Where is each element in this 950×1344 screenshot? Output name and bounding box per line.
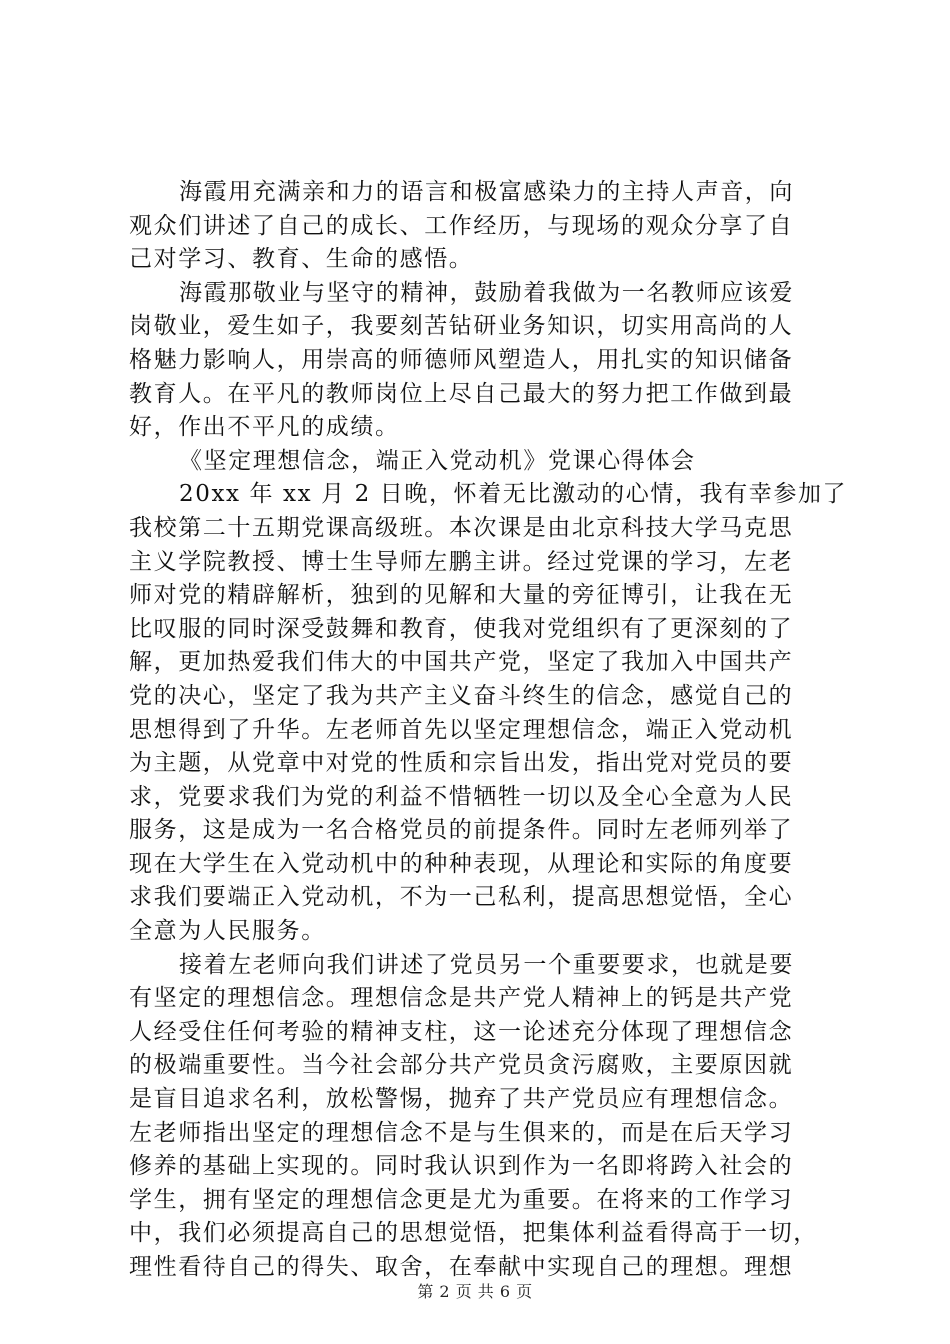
text-line: 海霞用充满亲和力的语言和极富感染力的主持人声音，向 [179, 179, 794, 205]
text-line: 修养的基础上实现的。同时我认识到作为一名即将跨入社会的 [129, 1153, 794, 1180]
paragraph [129, 478, 848, 948]
text-line: 有坚定的理想信念。理想信念是共产党人精神上的钙是共产党 [129, 985, 794, 1012]
text-line: 人经受住任何考验的精神支柱，这一论述充分体现了理想信念 [129, 1018, 794, 1045]
text-line: 的极端重要性。当今社会部分共产党员贪污腐败，主要原因就 [129, 1052, 794, 1079]
text-line: 求我们要端正入党动机，不为一己私利，提高思想觉悟，全心 [129, 884, 794, 911]
text-line: 是盲目追求名利，放松警惕，抛弃了共产党员应有理想信念。 [129, 1086, 794, 1113]
text-line: 理性看待自己的得失、取舍，在奉献中实现自己的理想。理想 [129, 1254, 794, 1280]
text-line: 接着左老师向我们讲述了党员另一个重要要求，也就是要 [179, 951, 794, 978]
text-line: 解，更加热爱我们伟大的中国共产党，坚定了我加入中国共产 [129, 649, 794, 676]
text-line: 为主题，从党章中对党的性质和宗旨出发，指出党对党员的要 [129, 750, 794, 777]
text-line: 岗敬业，爱生如子，我要刻苦钻研业务知识，切实用高尚的人 [129, 313, 794, 340]
document-body [129, 176, 848, 1285]
text-line: 求，党要求我们为党的利益不惜牺牲一切以及全心全意为人民 [129, 783, 794, 810]
text-line: 全意为人民服务。 [129, 918, 326, 945]
section-title: 《坚定理想信念，端正入党动机》党课心得体会 [179, 447, 696, 474]
text-line: 现在大学生在入党动机中的种种表现，从理论和实际的角度要 [129, 850, 794, 877]
text-line: 比叹服的同时深受鼓舞和教育，使我对党组织有了更深刻的了 [129, 615, 794, 642]
page-footer: 第 2 页 共 6 页 [417, 1282, 533, 1301]
text-line: 好，作出不平凡的成绩。 [129, 414, 400, 441]
text-line: 观众们讲述了自己的成长、工作经历，与现场的观众分享了自 [129, 212, 794, 239]
text-line: 思想得到了升华。左老师首先以坚定理想信念，端正入党动机 [129, 716, 794, 743]
text-line: 左老师指出坚定的理想信念不是与生俱来的，而是在后天学习 [129, 1119, 794, 1146]
text-line: 我校第二十五期党课高级班。本次课是由北京科技大学马克思 [129, 514, 794, 541]
paragraph [129, 176, 829, 277]
text-line: 海霞那敬业与坚守的精神，鼓励着我做为一名教师应该爱 [179, 279, 794, 306]
text-line: 己对学习、教育、生命的感悟。 [129, 246, 474, 273]
paragraph [129, 949, 829, 1285]
text-line: 服务，这是成为一名合格党员的前提条件。同时左老师列举了 [129, 817, 794, 844]
text-line: 中，我们必须提高自己的思想觉悟，把集体利益看得高于一切， [129, 1220, 818, 1247]
text-line: 20xx 年 xx 月 2 日晚，怀着无比激动的心情，我有幸参加了 [179, 481, 848, 508]
text-line: 主义学院教授、博士生导师左鹏主讲。经过党课的学习，左老 [129, 548, 794, 575]
text-line: 教育人。在平凡的教师岗位上尽自己最大的努力把工作做到最 [129, 380, 794, 407]
text-line: 格魅力影响人，用崇高的师德师风塑造人，用扎实的知识储备 [129, 346, 794, 373]
text-line: 党的决心，坚定了我为共产主义奋斗终生的信念，感觉自己的 [129, 682, 794, 709]
text-line: 师对党的精辟解析，独到的见解和大量的旁征博引，让我在无 [129, 582, 794, 609]
text-line: 学生，拥有坚定的理想信念更是尤为重要。在将来的工作学习 [129, 1186, 794, 1213]
paragraph [129, 277, 829, 445]
